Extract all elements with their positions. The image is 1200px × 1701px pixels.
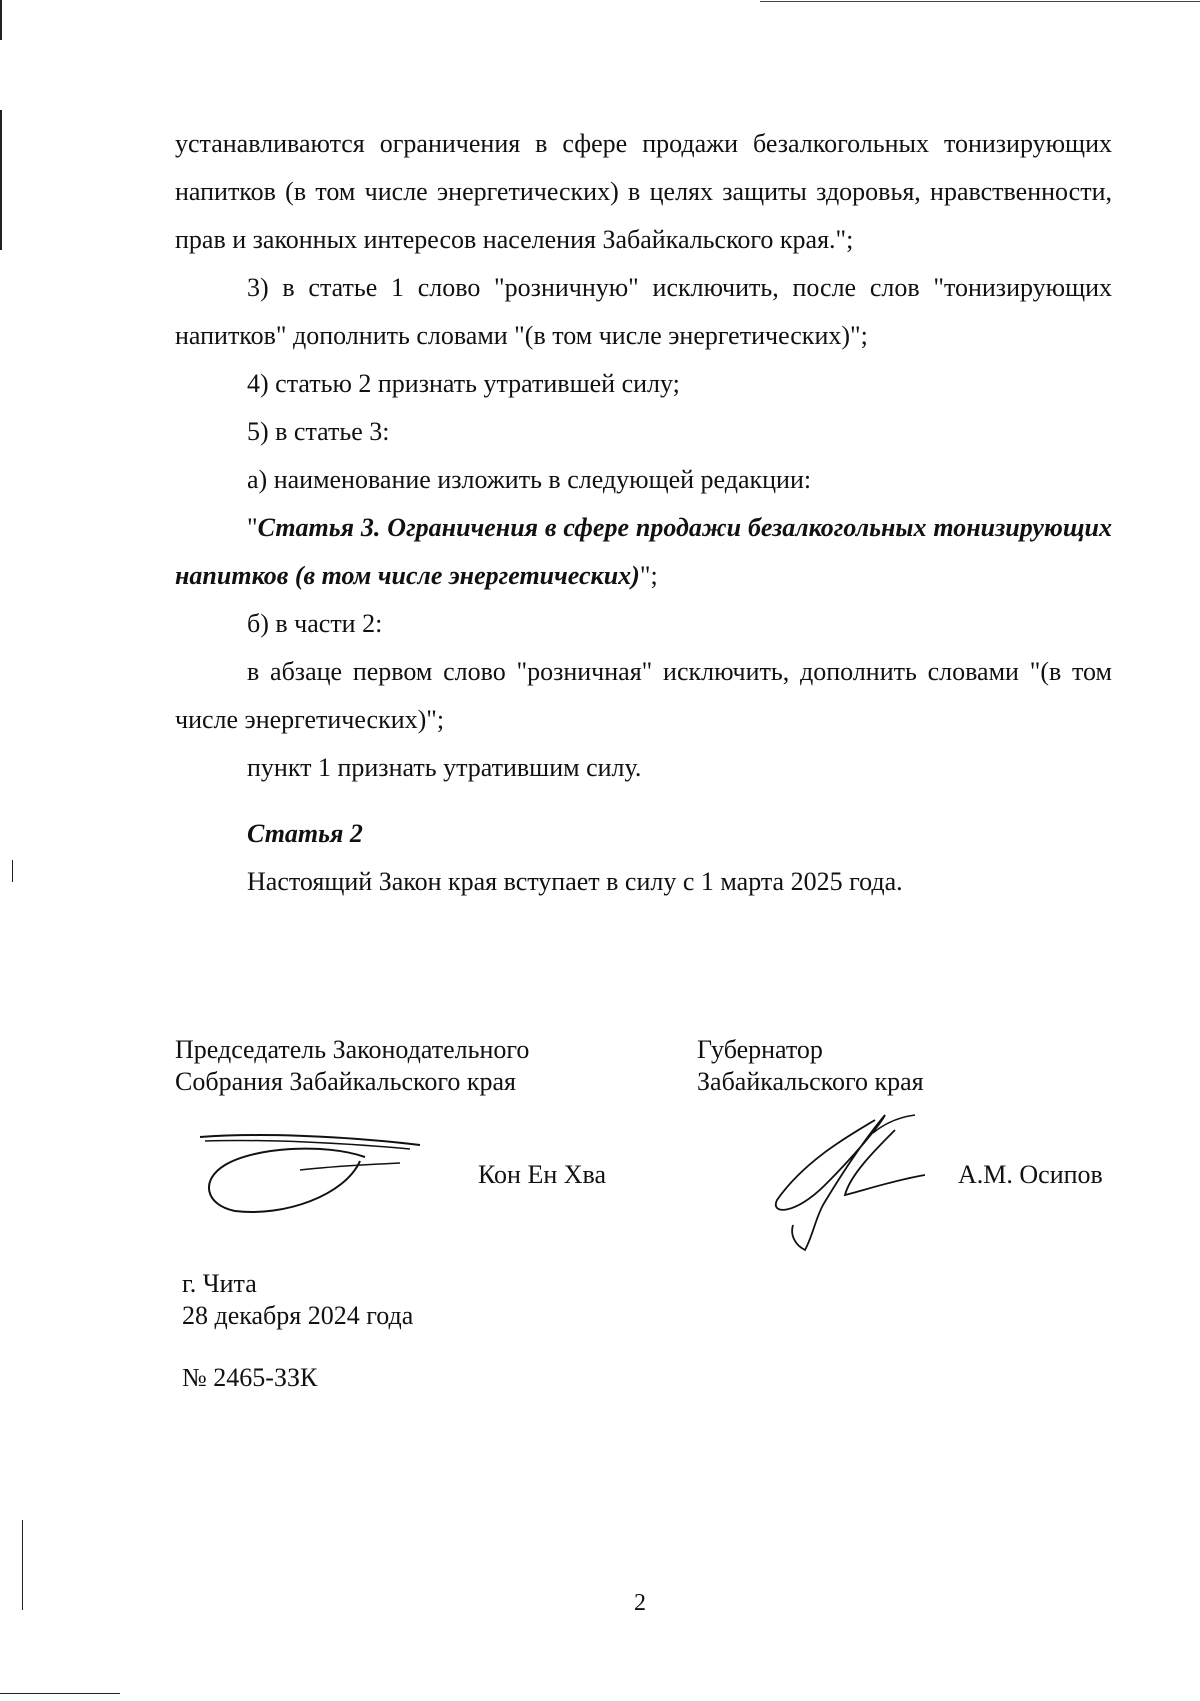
scan-edge-mark: [0, 0, 2, 40]
paragraph: а) наименование изложить в следующей редакции:: [247, 465, 812, 494]
paragraph: устанавливаются ограничения в сфере продажи безалкогольных тонизирующих напитков (в том числе энергетических) в целях защиты здоровья, нравственности, прав и законных интересов населения Забайкальского края.";: [175, 129, 1112, 254]
left-title-line2: Собрания Забайкальского края: [175, 1067, 516, 1096]
right-signatory-name: А.М. Осипов: [958, 1160, 1103, 1189]
quote-close: ";: [639, 561, 658, 590]
law-number: № 2465-ЗЗК: [182, 1363, 318, 1392]
signing-date: 28 декабря 2024 года: [182, 1301, 414, 1330]
article-2-text: Настоящий Закон края вступает в силу с 1 марта 2025 года.: [247, 867, 903, 896]
right-title-line1: Губернатор: [697, 1035, 823, 1064]
scan-edge-mark: [0, 1693, 120, 1694]
right-title-line2: Забайкальского края: [697, 1067, 924, 1096]
right-handwritten-signature: [765, 1105, 935, 1255]
right-signatory-title: [697, 1034, 924, 1098]
paragraph: в абзаце первом слово "розничная" исключить, дополнить словами "(в том числе энергетических)";: [175, 657, 1112, 734]
left-handwritten-signature: [195, 1125, 425, 1225]
scan-edge-mark: [12, 860, 13, 882]
scan-edge-mark: [22, 1520, 23, 1610]
scan-top-line: [760, 1, 1200, 2]
scan-edge-mark: [0, 110, 2, 250]
paragraph: пункт 1 признать утратившим силу.: [247, 753, 642, 782]
article-2-heading: Статья 2: [247, 819, 363, 848]
left-signatory-name: Кон Ен Хва: [478, 1160, 607, 1189]
article-3-title: Статья 3. Ограничения в сфере продажи безалкогольных тонизирующих напитков (в том числе энергетических): [175, 513, 1112, 590]
left-signatory-title: [175, 1034, 529, 1098]
paragraph: 3) в статье 1 слово "розничную" исключить, после слов "тонизирующих напитков" дополнить словами "(в том числе энергетических)";: [175, 273, 1112, 350]
article-3-title-paragraph: [175, 504, 1112, 600]
paragraph: 4) статью 2 признать утратившей силу;: [247, 369, 680, 398]
left-title-line1: Председатель Законодательного: [175, 1035, 530, 1064]
document-body: [175, 120, 1112, 906]
paragraph: б) в части 2:: [247, 609, 383, 638]
paragraph: 5) в статье 3:: [247, 417, 390, 446]
page-number: 2: [634, 1590, 646, 1616]
signing-place-date: [182, 1268, 413, 1332]
city: г. Чита: [182, 1269, 257, 1298]
quote-open: ": [247, 513, 258, 542]
